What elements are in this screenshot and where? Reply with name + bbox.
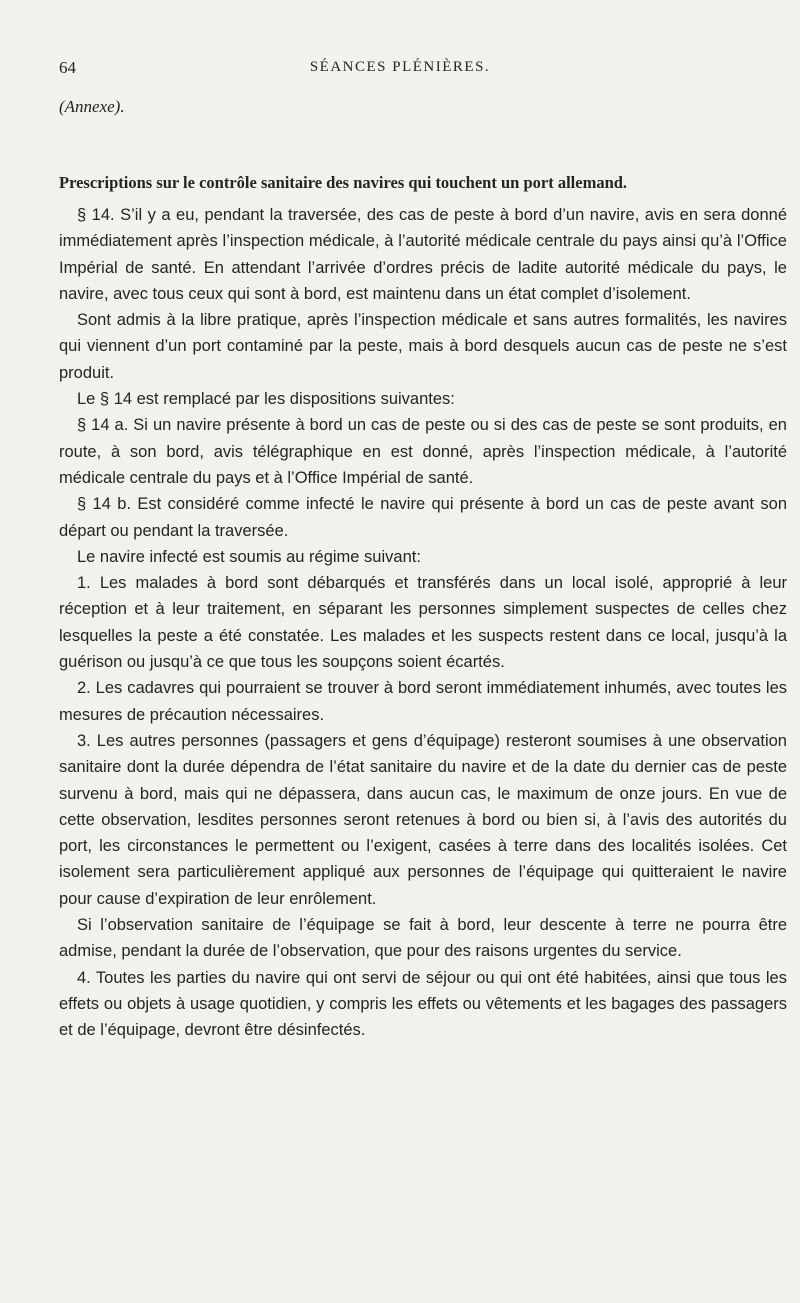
header-title: SÉANCES PLÉNIÈRES. <box>309 59 491 75</box>
paragraph: Le navire infecté est soumis au régime suivant: <box>77 547 421 566</box>
running-header <box>0 58 800 80</box>
paragraph: 1. Les malades à bord sont débarqués et transférés dans un local isolé, approprié à leur réception et à leur traitement, en séparant les personnes simplement suspectes de celles chez lesquelles la peste a été constatée. Les malades et les suspects restent dans ce local, jusqu’à la guérison ou jusqu’à ce que tous les soupçons soient écartés. <box>59 574 787 672</box>
paragraph: § 14 a. Si un navire présente à bord un cas de peste ou si des cas de peste se sont produits, en route, à son bord, avis télégraphique en est donné, après l’inspection médicale, à l’autorité médicale centrale du pays et à l’Office Impérial de santé. <box>59 416 787 487</box>
paragraph: § 14 b. Est considéré comme infecté le navire qui présente à bord un cas de peste avant son départ ou pendant la traversée. <box>59 495 787 540</box>
page-number: 64 <box>59 58 76 77</box>
annexe-label: (Annexe). <box>59 97 125 116</box>
section-title: Prescriptions sur le contrôle sanitaire des navires qui touchent un port allemand. <box>59 173 628 192</box>
paragraph: 2. Les cadavres qui pourraient se trouver à bord seront immédiatement inhumés, avec toutes les mesures de précaution nécessaires. <box>59 679 787 724</box>
paragraph: Si l’observation sanitaire de l’équipage se fait à bord, leur descente à terre ne pourra être admise, pendant la durée de l’observation, que pour des raisons urgentes du service. <box>59 916 787 961</box>
paragraph: Sont admis à la libre pratique, après l’inspection médicale et sans autres formalités, les navires qui viennent d’un port contaminé par la peste, mais à bord desquels aucun cas de peste ne s’est produit. <box>59 311 787 382</box>
paragraph: § 14. S’il y a eu, pendant la traversée, des cas de peste à bord d’un navire, avis en sera donné immédiatement après l’inspection médicale, à l’autorité médicale centrale du pays ainsi qu’à l’Office Impérial de santé. En attendant l’arrivée d’ordres précis de ladite autorité médicale du pays, le navire, avec tous ceux qui sont à bord, est maintenu dans un état complet d’isolement. <box>59 206 787 303</box>
body-text <box>59 202 787 1044</box>
paragraph: 3. Les autres personnes (passagers et gens d’équipage) resteront soumises à une observation sanitaire dont la durée dépendra de l’état sanitaire du navire et de la date du dernier cas de peste survenu à bord, mais qui ne dépassera, dans aucun cas, le maximum de onze jours. En vue de cette observation, lesdites personnes seront retenues à bord ou bien si, à l’avis des autorités du port, les circonstances le permettent ou l’exigent, casées à terre dans des localités isolées. Cet isolement sera particulièrement appliqué aux personnes de l’équipage qui quitteraient le navire pour cause d’expiration de leur enrôlement. <box>59 731 787 908</box>
paragraph: Le § 14 est remplacé par les dispositions suivantes: <box>77 390 455 409</box>
paragraph: 4. Toutes les parties du navire qui ont servi de séjour ou qui ont été habitées, ainsi que tous les effets ou objets à usage quotidien, y compris les effets ou vêtements et les bagages des passagers et de l’équipage, devront être désinfectés. <box>59 968 787 1040</box>
